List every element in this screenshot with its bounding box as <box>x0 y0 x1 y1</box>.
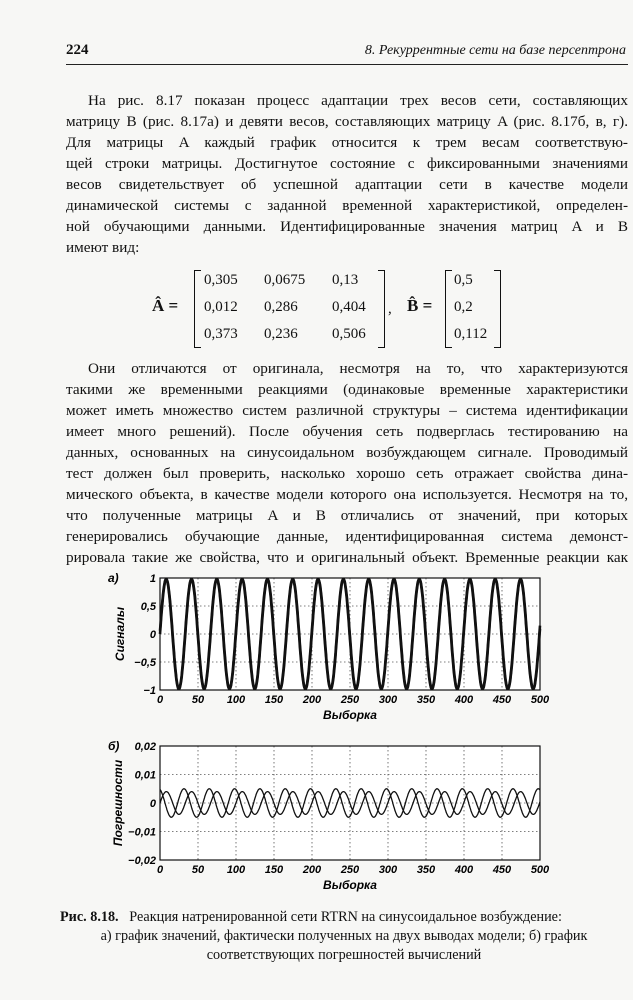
matrix-a-cell: 0,236 <box>264 326 298 342</box>
text-line: щей строки матрицы. Достигнутое состояние с фиксированными значениями <box>66 155 628 172</box>
text-line: мического объекта, в качестве модели которого она используется. Несмотря на то, <box>66 486 628 503</box>
x-tick-label: 300 <box>378 694 398 706</box>
matrix-a-cell: 0,13 <box>332 272 359 288</box>
x-tick-label: 500 <box>530 864 550 876</box>
page-number: 224 <box>66 42 89 58</box>
y-tick-label: 0,5 <box>140 601 156 613</box>
x-tick-label: 350 <box>416 864 436 876</box>
text-line: имеют вид: <box>66 239 140 256</box>
caption-line-2: а) график значений, фактически полученных на двух выводах модели; б) график <box>100 928 588 944</box>
matrix-b-cell: 0,2 <box>454 299 473 315</box>
x-tick-label: 200 <box>302 694 322 706</box>
text-line: динамической системы с заданной временной характеристикой, определен- <box>66 197 628 214</box>
page-header <box>66 40 626 62</box>
text-line: может иметь множество систем различной структуры – система идентификации <box>66 402 628 419</box>
caption-line-3: соответствующих погрешностей вычислений <box>206 947 482 963</box>
x-tick-label: 0 <box>156 864 164 876</box>
identified-matrices <box>152 268 512 348</box>
x-tick-label: 450 <box>492 694 512 706</box>
matrix-a-cell: 0,506 <box>332 326 366 342</box>
chart-errors <box>108 738 578 898</box>
y-tick-label: 0 <box>149 798 156 810</box>
y-tick-label: −0,01 <box>128 826 156 839</box>
chart-signals <box>108 566 578 731</box>
paragraph-2 <box>66 358 628 568</box>
x-tick-label: 300 <box>378 864 398 876</box>
x-tick-label: 350 <box>416 694 436 706</box>
y-tick-label: −0,02 <box>128 855 156 867</box>
matrix-b-cell: 0,112 <box>454 326 488 342</box>
y-tick-label: 0,02 <box>134 741 156 753</box>
x-tick-label: 50 <box>191 864 205 876</box>
y-axis-label: Погрешности <box>111 759 125 847</box>
chart-signals-svg <box>108 566 578 731</box>
x-tick-label: 150 <box>264 694 284 706</box>
x-tick-label: 50 <box>191 694 205 706</box>
text-line: тест должен был проверить, насколько хорошо сеть отражает свойства дина- <box>66 465 628 482</box>
matrix-a-left-bracket <box>194 270 201 348</box>
matrix-b-cell: 0,5 <box>454 272 473 288</box>
text-line: имеет много решений). После обучения сеть подверглась тестированию на <box>66 423 628 440</box>
y-tick-label: 1 <box>149 573 156 585</box>
x-tick-label: 500 <box>530 694 550 706</box>
chart-errors-svg <box>108 738 578 898</box>
text-line: ной обучающими данными. Идентифицированные значения матриц A и B <box>66 218 628 235</box>
text-line: что полученные матрицы A и B отличались от значений, при которых <box>66 507 628 524</box>
y-axis-label: Сигналы <box>113 606 127 662</box>
matrix-b-label: B̂ = <box>407 296 433 315</box>
text-line: данных, основанных на синусоидальном возбуждающем сигнале. Проводимый <box>66 444 628 461</box>
matrix-a-cell: 0,404 <box>332 299 366 315</box>
x-tick-label: 450 <box>492 864 512 876</box>
figure-caption <box>60 908 628 965</box>
matrix-a-right-bracket <box>378 270 385 348</box>
x-tick-label: 0 <box>156 694 164 706</box>
matrix-a-cell: 0,0675 <box>264 272 306 288</box>
y-tick-label: −0,5 <box>134 657 156 669</box>
text-line: рировала такие же свойства, что и оригинальный объект. Временные реакции как <box>66 549 628 566</box>
header-rule <box>66 64 628 65</box>
y-tick-label: 0,01 <box>134 769 156 782</box>
x-tick-label: 250 <box>340 864 360 876</box>
panel-label: б) <box>108 739 120 753</box>
x-tick-label: 150 <box>264 864 284 876</box>
x-tick-label: 200 <box>302 864 322 876</box>
matrix-a-cell: 0,305 <box>204 272 238 288</box>
matrix-a-cell: 0,012 <box>204 299 238 315</box>
x-tick-label: 100 <box>226 694 246 706</box>
matrix-a-label: Â = <box>152 296 179 315</box>
running-title: 8. Рекуррентные сети на базе персептрона <box>364 43 626 58</box>
panel-label: а) <box>108 571 119 585</box>
x-tick-label: 400 <box>454 864 474 876</box>
text-line: Для матрицы A каждый график относится к трем весам соответствую- <box>66 134 628 151</box>
text-line: Они отличаются от оригинала, несмотря на то, что характеризуются <box>88 360 628 377</box>
paragraph-1 <box>66 90 628 258</box>
matrix-b-right-bracket <box>494 270 501 348</box>
matrix-a-cell: 0,373 <box>204 326 238 342</box>
caption-label: Рис. 8.18. <box>60 909 119 925</box>
text-line: матрицу B (рис. 8.17a) и девяти весов, составляющих матрицу A (рис. 8.17б, в, г). <box>66 113 628 130</box>
matrix-a-cell: 0,286 <box>264 299 298 315</box>
matrix-separator: , <box>388 301 392 317</box>
caption-text: Реакция натренированной сети RTRN на синусоидальное возбуждение: <box>129 909 562 925</box>
text-line: такими же временными реакциями (одинаковые временные характеристики <box>66 381 628 398</box>
text-line: На рис. 8.17 показан процесс адаптации трех весов сети, составляющих <box>88 92 628 109</box>
text-line: генерировались обучающие данные, идентифицированная система демонст- <box>66 528 628 545</box>
x-tick-label: 400 <box>454 694 474 706</box>
y-tick-label: 0 <box>149 629 156 641</box>
x-axis-label: Выборка <box>323 708 377 722</box>
x-tick-label: 100 <box>226 864 246 876</box>
x-tick-label: 250 <box>340 694 360 706</box>
caption-line-1 <box>60 908 628 927</box>
y-tick-label: −1 <box>143 685 156 697</box>
matrix-b-left-bracket <box>445 270 452 348</box>
text-line: весов свидетельствует об успешной адаптации сети в качестве модели <box>66 176 628 193</box>
x-axis-label: Выборка <box>323 878 377 892</box>
